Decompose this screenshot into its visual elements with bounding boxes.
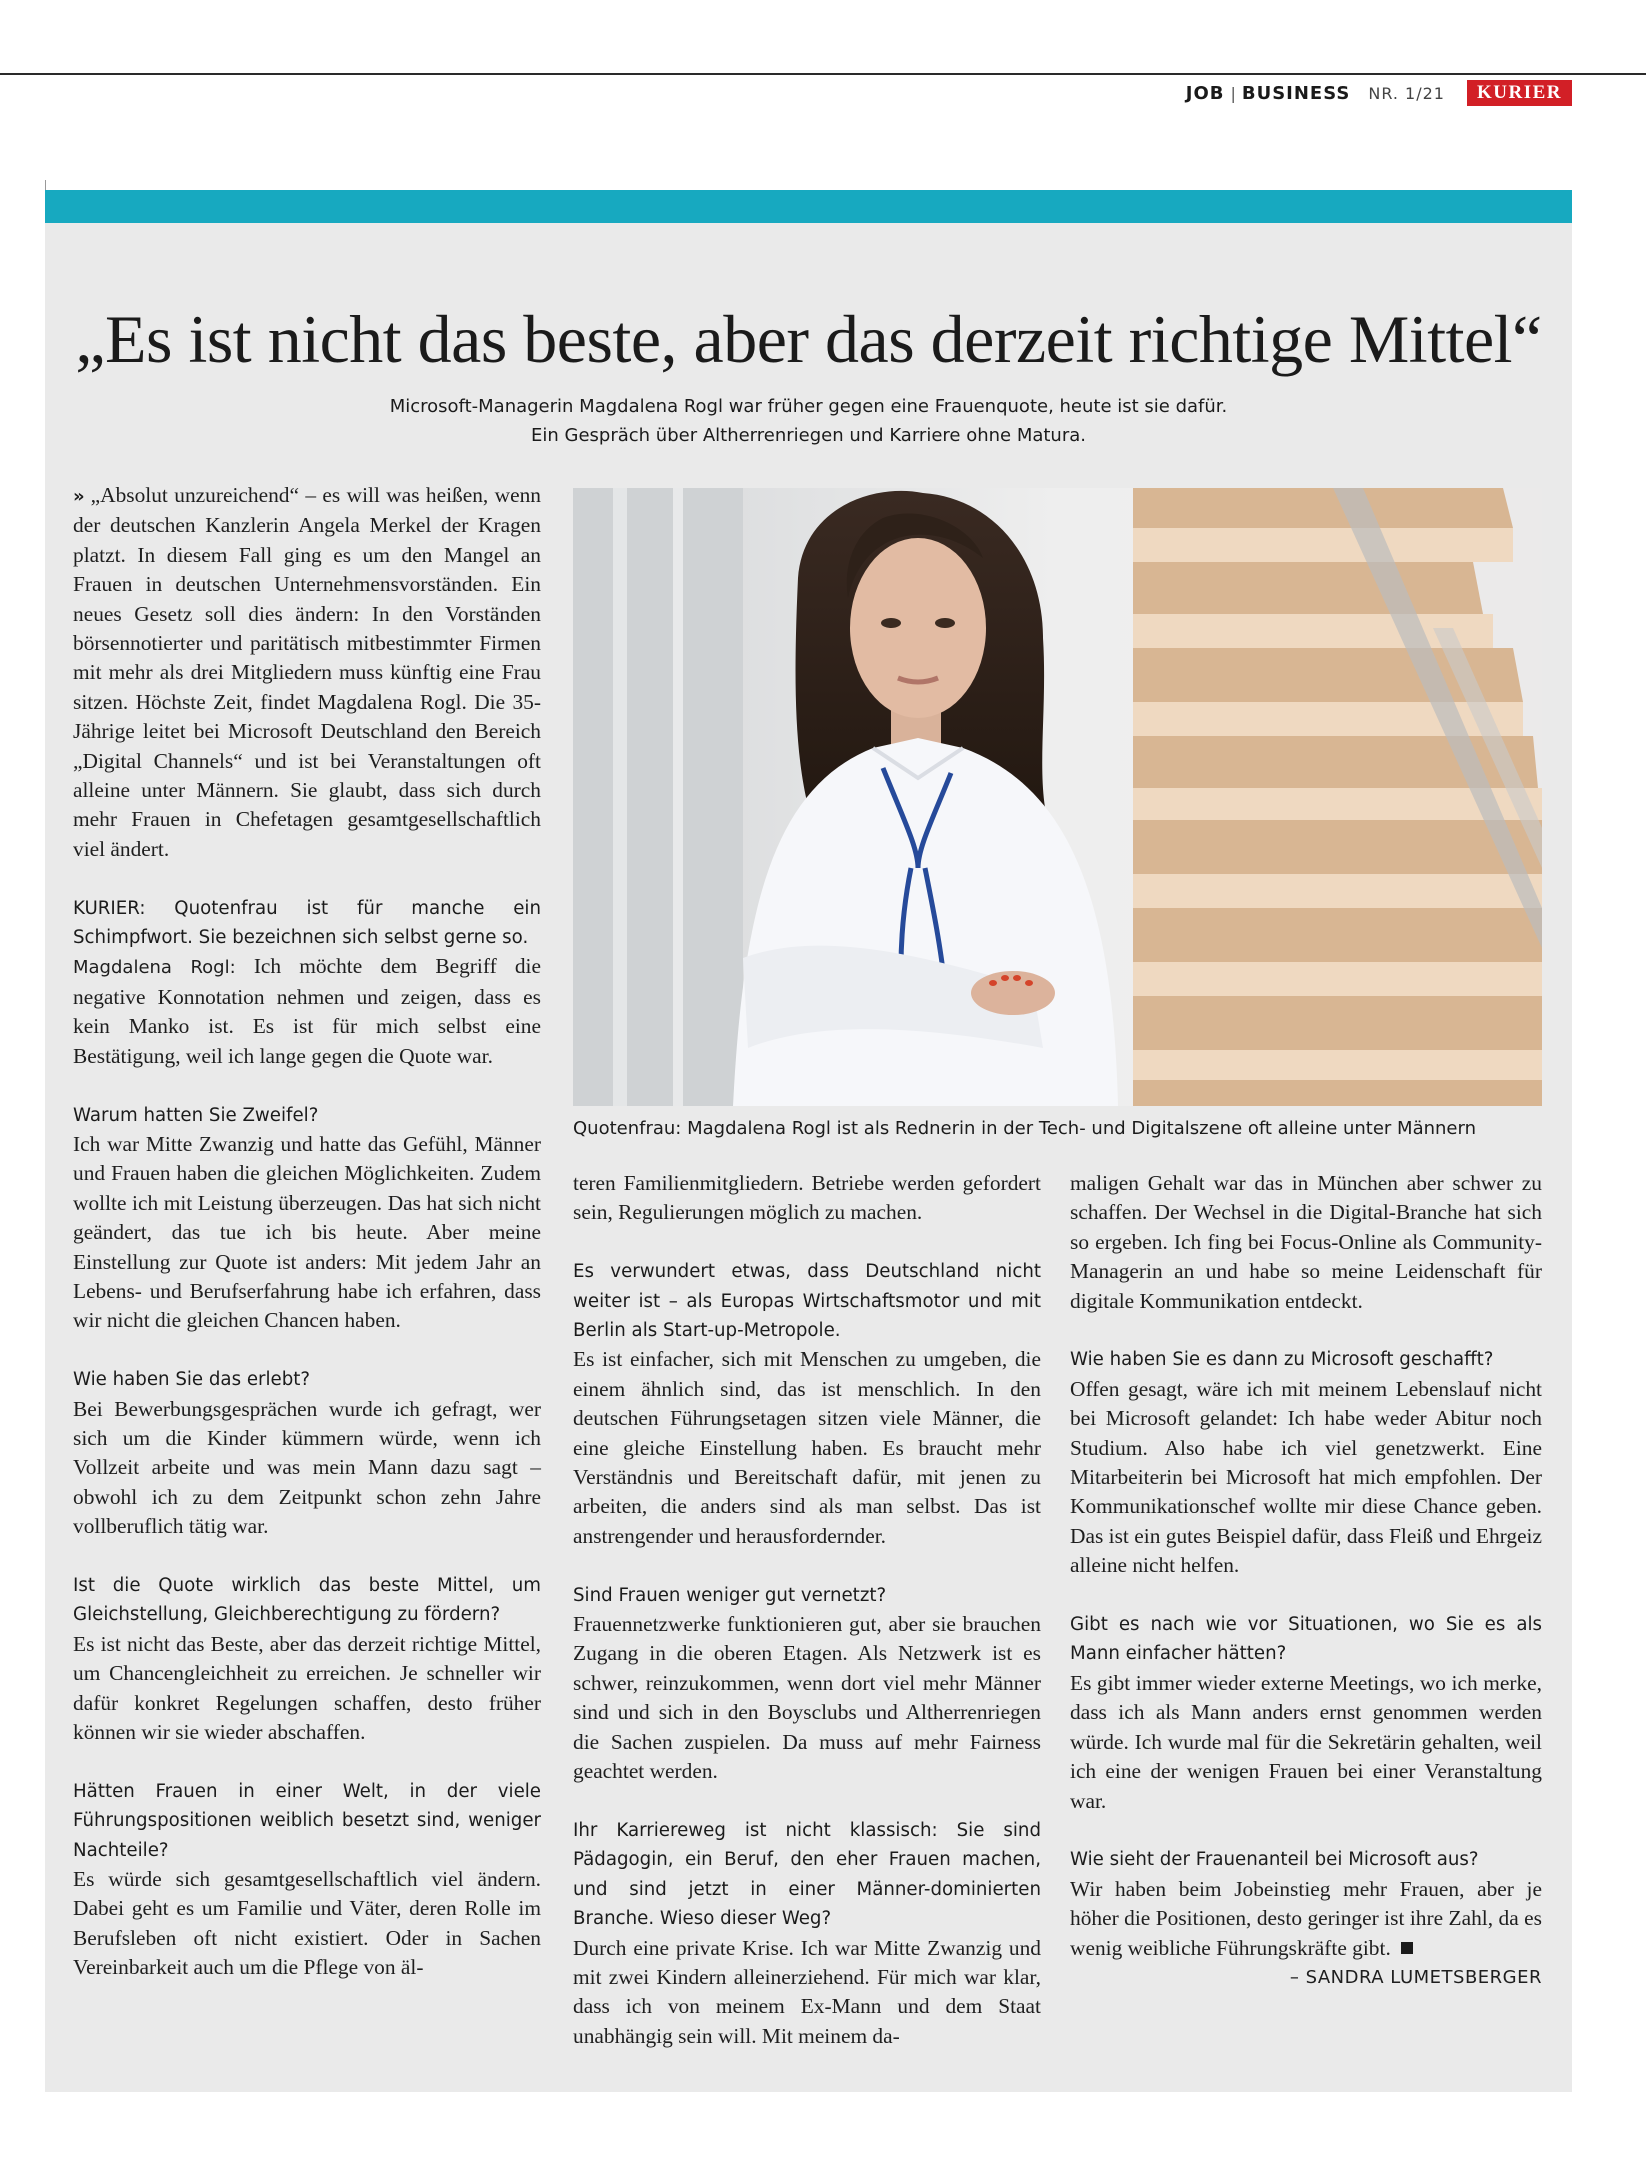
teal-accent-bar — [45, 190, 1572, 223]
answer-8-part-1: Durch eine private Krise. Ich war Mitte Zwanzig und mit zwei Kindern alleinerziehend. Für mich war klar, dass ich von meinem Ex-Mann und dem Staat unabhängig sein will. Mit meinem da- — [573, 1935, 1041, 2048]
question-7: Sind Frauen weniger gut vernetzt? — [573, 1584, 887, 1606]
issue-number: NR. 1/21 — [1368, 83, 1445, 103]
question-5: Hätten Frauen in einer Welt, in der viele Führungspositionen weiblich besetzt sind, weniger Nachteile? — [73, 1780, 541, 1861]
question-4: Ist die Quote wirklich das beste Mittel, um Gleichstellung, Gleichberechtigung zu fördern? — [73, 1574, 541, 1626]
column-1 — [73, 481, 541, 1983]
question-8: Ihr Karriereweg ist nicht klassisch: Sie sind Pädagogin, ein Beruf, den eher Frauen machen, und sind jetzt in einer Männer-dominierten Branche. Wieso dieser Weg? — [573, 1819, 1041, 1930]
answer-7: Frauennetzwerke funktionieren gut, aber sie brauchen Zugang in die oberen Etagen. Als Netzwerk ist es schwer, reinzukommen, wenn dort viel mehr Männer sind und sich in den Boysclubs und Altherrenriegen die Sachen zuspielen. Da muss auf mehr Fairness geachtet werden. — [573, 1612, 1041, 1784]
author-byline: – SANDRA LUMETSBERGER — [1289, 1966, 1542, 1988]
answer-9: Offen gesagt, wäre ich mit meinem Lebenslauf nicht bei Microsoft gelandet: Ich habe weder Abitur noch Studium. Also habe ich viel genetzwerkt. Eine Mitarbeiterin bei Microsoft hat mich empfohlen. Der Kommunikationschef wollte mir diese Chance geben. Das ist ein gutes Beispiel dafür, dass Fleiß und Ehrgeiz alleine nicht helfen. — [1070, 1376, 1542, 1578]
frame-tick — [45, 180, 46, 190]
intro-paragraph — [73, 481, 541, 864]
answer-5-part-2: teren Familienmitgliedern. Betriebe werden gefordert sein, Regulierungen möglich zu machen. — [573, 1171, 1041, 1225]
masthead — [1186, 80, 1572, 106]
answer-10: Es gibt immer wieder externe Meetings, wo ich merke, dass ich als Mann anders ernst genommen werden würde. Ich wurde mal für die Sekretärin gehalten, weil ich eine der wenigen Frauen bei einer Veranstaltung war. — [1070, 1670, 1542, 1813]
question-1: KURIER: Quotenfrau ist für manche ein Schimpfwort. Sie bezeichnen sich selbst gerne so. — [73, 897, 541, 949]
top-rule — [0, 73, 1646, 75]
answer-2: Ich war Mitte Zwanzig und hatte das Gefühl, Männer und Frauen haben die gleichen Möglichkeiten. Zudem wollte ich mit Leistung überzeugen. Das hat sich nicht geändert, das tue ich bis heute. Aber meine Einstellung zur Quote ist anders: Mit jedem Jahr an Lebens- und Berufserfahrung habe ich erfahren, dass wir nicht die gleichen Chancen haben. — [73, 1131, 541, 1333]
question-6: Es verwundert etwas, dass Deutschland nicht weiter ist – als Europas Wirtschaftsmotor und mit Berlin als Start-up-Metropole. — [573, 1261, 1041, 1342]
answer-6: Es ist einfacher, sich mit Menschen zu umgeben, die einem ähnlich sind, das ist menschlich. In den deutschen Führungsetagen sitzen viele Männer, die eine gleiche Einstellung haben. Es braucht mehr Verständnis und Bereitschaft dafür, mit jenen zu arbeiten, die anders sind als man selbst. Das ist anstrengender und herausfordernder. — [573, 1347, 1041, 1548]
portrait-illustration — [573, 488, 1542, 1106]
column-3 — [1070, 1169, 1542, 1992]
kurier-logo: KURIER — [1467, 80, 1572, 106]
answer-8-part-2: maligen Gehalt war das in München aber schwer zu schaffen. Der Wechsel in die Digital-Branche hat sich so ergeben. Ich fing bei Focus-Online als Community-Managerin an und habe so meine Leidenschaft für digitale Kommunikation entdeckt. — [1070, 1171, 1542, 1313]
portrait-photo — [573, 488, 1542, 1106]
column-2 — [573, 1169, 1041, 2051]
end-mark-icon — [1401, 1942, 1413, 1954]
question-10: Gibt es nach wie vor Situationen, wo Sie es als Mann einfacher hätten? — [1070, 1614, 1542, 1665]
answer-11-text: Wir haben beim Jobeinstieg mehr Frauen, aber je höher die Positionen, desto geringer ist ihre Zahl, da es wenig weibliche Führungskräfte gibt. — [1070, 1876, 1542, 1960]
photo-caption: Quotenfrau: Magdalena Rogl ist als Rednerin in der Tech- und Digitalszene oft alleine unter Männern — [573, 1118, 1476, 1139]
headline: „Es ist nicht das beste, aber das derzeit richtige Mittel“ — [75, 301, 1542, 377]
answer-1 — [73, 952, 541, 1071]
answer-3: Bei Bewerbungsgesprächen wurde ich gefragt, wer sich um die Kinder kümmern würde, wenn ich Vollzeit arbeite und was mein Mann dazu sagt – obwohl ich zu dem Zeitpunkt schon zehn Jahre vollberuflich tätig war. — [73, 1396, 541, 1539]
subhead — [45, 392, 1572, 450]
lead-mark: » — [73, 486, 85, 507]
subhead-line-1: Microsoft-Managerin Magdalena Rogl war früher gegen eine Frauenquote, heute ist sie dafür. — [389, 396, 1228, 417]
question-11: Wie sieht der Frauenanteil bei Microsoft aus? — [1070, 1849, 1479, 1871]
answer-speaker: Magdalena Rogl: — [73, 957, 236, 979]
section-job: JOB — [1185, 82, 1225, 104]
subhead-line-2: Ein Gespräch über Altherrenriegen und Karriere ohne Matura. — [531, 425, 1086, 446]
section-separator: | — [1230, 83, 1236, 103]
question-2: Warum hatten Sie Zweifel? — [73, 1104, 319, 1126]
section-business: BUSINESS — [1241, 82, 1351, 104]
answer-4: Es ist nicht das Beste, aber das derzeit richtige Mittel, um Chancengleichheit zu erreichen. Je schneller wir dafür konkret Regelungen schaffen, desto früher können wir sie wieder abschaffen. — [73, 1631, 541, 1744]
question-9: Wie haben Sie es dann zu Microsoft geschafft? — [1070, 1349, 1494, 1371]
answer-5-part-1: Es würde sich gesamtgesellschaftlich viel ändern. Dabei geht es um Familie und Väter, deren Rolle im Berufsleben oft nicht existiert. Oder in Sachen Vereinbarkeit auch um die Pflege von äl- — [73, 1867, 541, 1980]
intro-text: „Absolut unzureichend“ – es will was heißen, wenn der deutschen Kanzlerin Angela Merkel der Kragen platzt. In diesem Fall ging es um den Mangel an Frauen in deutschen Unternehmensvorständen. Ein neues Gesetz soll dies ändern: In den Vorständen börsennotierter und paritätisch mitbestimmter Firmen mit mehr als drei Mitgliedern muss künftig eine Frau sitzen. Höchste Zeit, findet Magdalena Rogl. Die 35-Jährige leitet bei Microsoft Deutschland den Bereich „Digital Channels“ und ist bei Veranstaltungen oft alleine unter Männern. Sie glaubt, dass sich durch mehr Frauen in Chefetagen gesamtgesellschaftlich viel ändert. — [73, 483, 541, 861]
answer-1-text: Ich möchte dem Begriff die negative Konnotation nehmen und zeigen, dass es kein Manko ist. Es ist für mich selbst eine Bestätigung, weil ich lange gegen die Quote war. — [73, 954, 541, 1068]
answer-11 — [1070, 1875, 1542, 1963]
question-3: Wie haben Sie das erlebt? — [73, 1369, 311, 1391]
